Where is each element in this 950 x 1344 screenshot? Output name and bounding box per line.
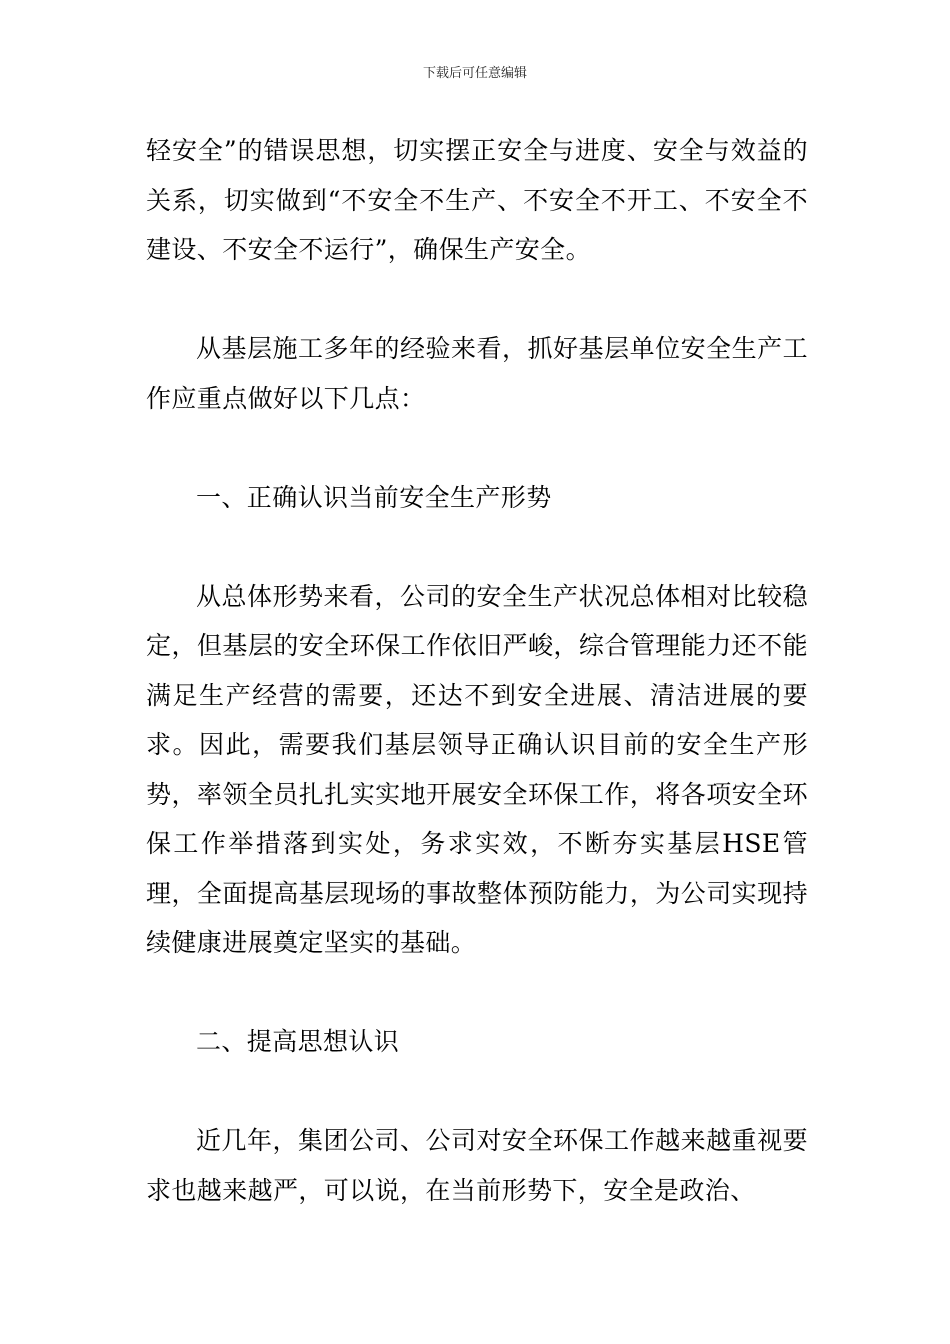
paragraph-awareness: 近几年，集团公司、公司对安全环保工作越来越重视要求也越来越严，可以说，在当前形势下，安全是政治、 [146,1126,808,1205]
paragraph-continuation: 轻安全”的错误思想，切实摆正安全与进度、安全与效益的关系，切实做到“不安全不生产、不安全不开工、不安全不建设、不安全不运行”，确保生产安全。 [146,136,808,264]
paragraph-intro: 从基层施工多年的经验来看，抓好基层单位安全生产工作应重点做好以下几点： [146,334,808,413]
section-heading-2: 二、提高思想认识 [196,1027,400,1056]
section-heading-1: 一、正确认识当前安全生产形势 [196,482,552,512]
header-note: 下载后可任意编辑 [422,66,527,81]
document-body [146,126,808,1215]
paragraph-situation: 从总体形势来看，公司的安全生产状况总体相对比较稳定，但基层的安全环保工作依旧严峻，综合管理能力还不能满足生产经营的需要，还达不到安全进展、清洁进展的要求。因此，需要我们基层领导正确认识目前的安全生产形势，率领全员扎扎实实地开展安全环保工作，将各项安全环保工作举措落到实处，务求实效，不断夯实基层HSE管理，全面提高基层现场的事故整体预防能力，为公司实现持续健康进展奠定坚实的基础。 [146,581,808,957]
